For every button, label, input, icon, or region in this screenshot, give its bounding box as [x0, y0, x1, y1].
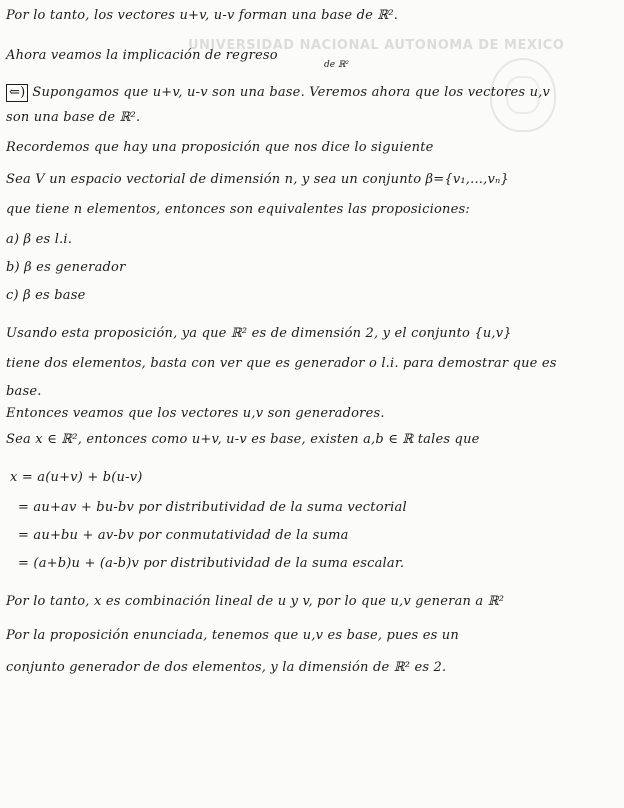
- equation-line-1: x = a(u+v) + b(u-v): [10, 470, 143, 485]
- equation-line-2: = au+av + bu-bv por distributividad de la suma vectorial: [18, 500, 407, 515]
- text-line-10: c) β es base: [6, 288, 86, 303]
- text-line-1: Por lo tanto, los vectores u+v, u-v forman una base de ℝ².: [6, 8, 399, 23]
- text-line-6: Sea V un espacio vectorial de dimensión n, y sea un conjunto β={v₁,...,vₙ}: [6, 172, 509, 187]
- text-line-5: Recordemos que hay una proposición que nos dice lo siguiente: [6, 140, 434, 155]
- text-line-3-body: Supongamos que u+v, u-v son una base. Veremos ahora que los vectores u,v: [32, 85, 551, 100]
- text-line-8: a) β es l.i.: [6, 232, 73, 247]
- university-watermark: UNIVERSIDAD NACIONAL AUTONOMA DE MEXICO: [188, 38, 565, 53]
- equation-line-3: = au+bu + av-bv por conmutatividad de la suma: [18, 528, 349, 543]
- text-line-9: b) β es generador: [6, 260, 126, 275]
- text-line-4: son una base de ℝ².: [6, 110, 141, 125]
- text-line-11: Usando esta proposición, ya que ℝ² es de dimensión 2, y el conjunto {u,v}: [6, 326, 512, 341]
- reverse-implication-marker: ⇐): [6, 84, 28, 102]
- text-line-3: [6, 84, 550, 102]
- text-line-2: Ahora veamos la implicación de regreso: [6, 48, 278, 63]
- text-line-7: que tiene n elementos, entonces son equivalentes las proposiciones:: [6, 202, 470, 217]
- inserted-note: de ℝ²: [324, 60, 350, 70]
- text-line-17: Por la proposición enunciada, tenemos que u,v es base, pues es un: [6, 628, 459, 643]
- text-line-18: conjunto generador de dos elementos, y la dimensión de ℝ² es 2.: [6, 660, 447, 675]
- text-line-15: Sea x ∈ ℝ², entonces como u+v, u-v es base, existen a,b ∈ ℝ tales que: [6, 432, 480, 447]
- text-line-13: base.: [6, 384, 42, 399]
- text-line-12: tiene dos elementos, basta con ver que es generador o l.i. para demostrar que es: [6, 356, 557, 371]
- equation-line-4: = (a+b)u + (a-b)v por distributividad de la suma escalar.: [18, 556, 405, 571]
- text-line-14: Entonces veamos que los vectores u,v son generadores.: [6, 406, 385, 421]
- text-line-16: Por lo tanto, x es combinación lineal de u y v, por lo que u,v generan a ℝ²: [6, 594, 505, 609]
